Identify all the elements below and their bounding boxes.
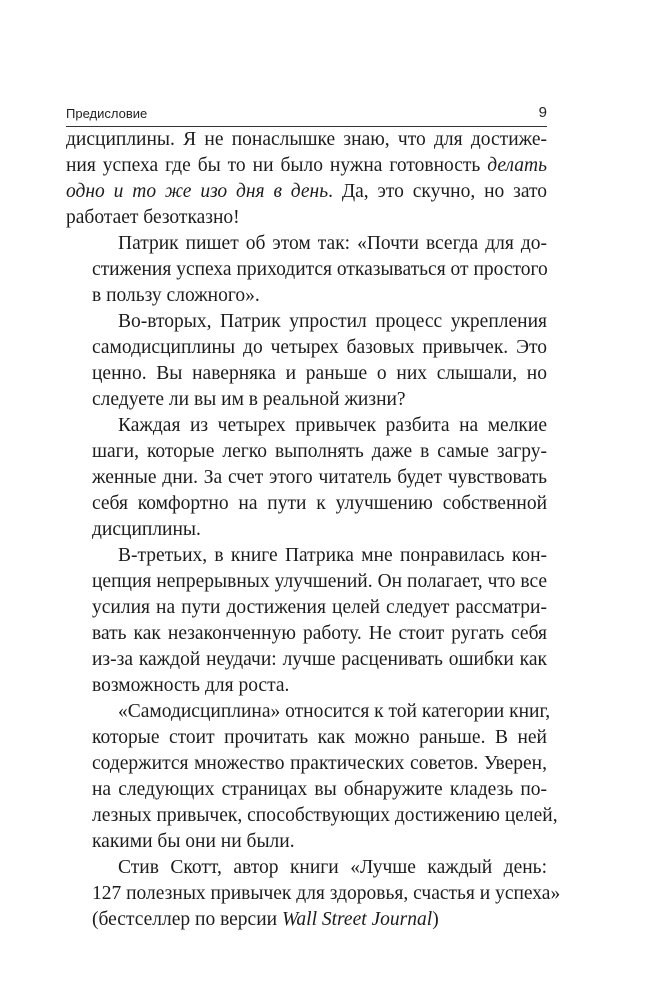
text-line: вать как незаконченную работу. Не стоит ругать себя (92, 623, 547, 644)
text-line: которые стоит прочитать как можно раньше. В ней (92, 727, 547, 748)
text-line: содержится множество практических советов. Уверен, (92, 753, 547, 774)
text-line: стижения успеха приходится отказываться от простого (92, 259, 548, 280)
text-line: Стив Скотт, автор книги «Лучше каждый день: (118, 857, 547, 878)
text-line: Каждая из четырех привычек разбита на мелкие (118, 415, 547, 436)
text-line: В-третьих, в книге Патрика мне понравилась кон- (118, 545, 547, 566)
text-line: самодисциплины до четырех базовых привычек. Это (92, 337, 547, 358)
paragraph-2 (66, 231, 547, 309)
text-line: какими бы они ни были. (92, 831, 295, 852)
italic-span: одно и то же изо дня в день (66, 181, 329, 202)
running-header (66, 104, 547, 127)
text-line: Патрик пишет об этом так: «Почти всегда для до- (118, 233, 547, 254)
text-span: ) (432, 909, 439, 930)
text-line: на следующих страницах вы обнаружите кладезь по- (92, 779, 547, 800)
text-line: дисциплины. (92, 519, 201, 540)
text-line: 127 полезных привычек для здоровья, счастья и успеха» (92, 883, 561, 904)
italic-span: Wall Street Journal (281, 909, 433, 930)
text-line: ценно. Вы наверняка и раньше о них слышали, но (92, 363, 547, 384)
text-line: шаги, которые легко выполнять даже в самые загру- (92, 441, 547, 462)
page-body (66, 127, 561, 933)
text-line: «Самодисциплина» относится к той категории книг, (118, 701, 551, 722)
paragraph-6 (66, 699, 558, 855)
text-line: в пользу сложного». (92, 285, 260, 306)
paragraph-3 (66, 309, 547, 413)
running-title: Предисловие (66, 106, 148, 121)
text-line: возможность для роста. (92, 675, 290, 696)
text-line: работает безотказно! (66, 207, 240, 228)
text-line (66, 179, 547, 205)
paragraph-5 (66, 543, 547, 699)
text-span: (бестселлер по версии (92, 909, 278, 930)
paragraph-1 (66, 127, 547, 231)
text-span: . Да, это скучно, но зато (328, 181, 547, 202)
text-line (66, 907, 547, 933)
page-number: 9 (538, 104, 547, 121)
text-span: ния успеха где бы то ни было нужна готовность (66, 155, 481, 176)
text-line: себя комфортно на пути к улучшению собственной (92, 493, 547, 514)
text-line: лезных привычек, способствующих достижению целей, (92, 805, 558, 826)
text-line (66, 153, 547, 179)
text-line: из-за каждой неудачи: лучше расценивать ошибки как (92, 649, 547, 670)
text-line: дисциплины. Я не понаслышке знаю, что для достиже- (66, 129, 547, 150)
text-line: женные дни. За счет этого читатель будет чувствовать (92, 467, 547, 488)
paragraph-4 (66, 413, 547, 543)
text-line: усилия на пути достижения целей следует рассматри- (92, 597, 547, 618)
text-line: следуете ли вы им в реальной жизни? (92, 389, 406, 410)
paragraph-signature (66, 855, 561, 933)
italic-span: делать (487, 155, 547, 176)
text-line: цепция непрерывных улучшений. Он полагает, что все (92, 571, 547, 592)
text-line: Во-вторых, Патрик упростил процесс укрепления (118, 311, 547, 332)
